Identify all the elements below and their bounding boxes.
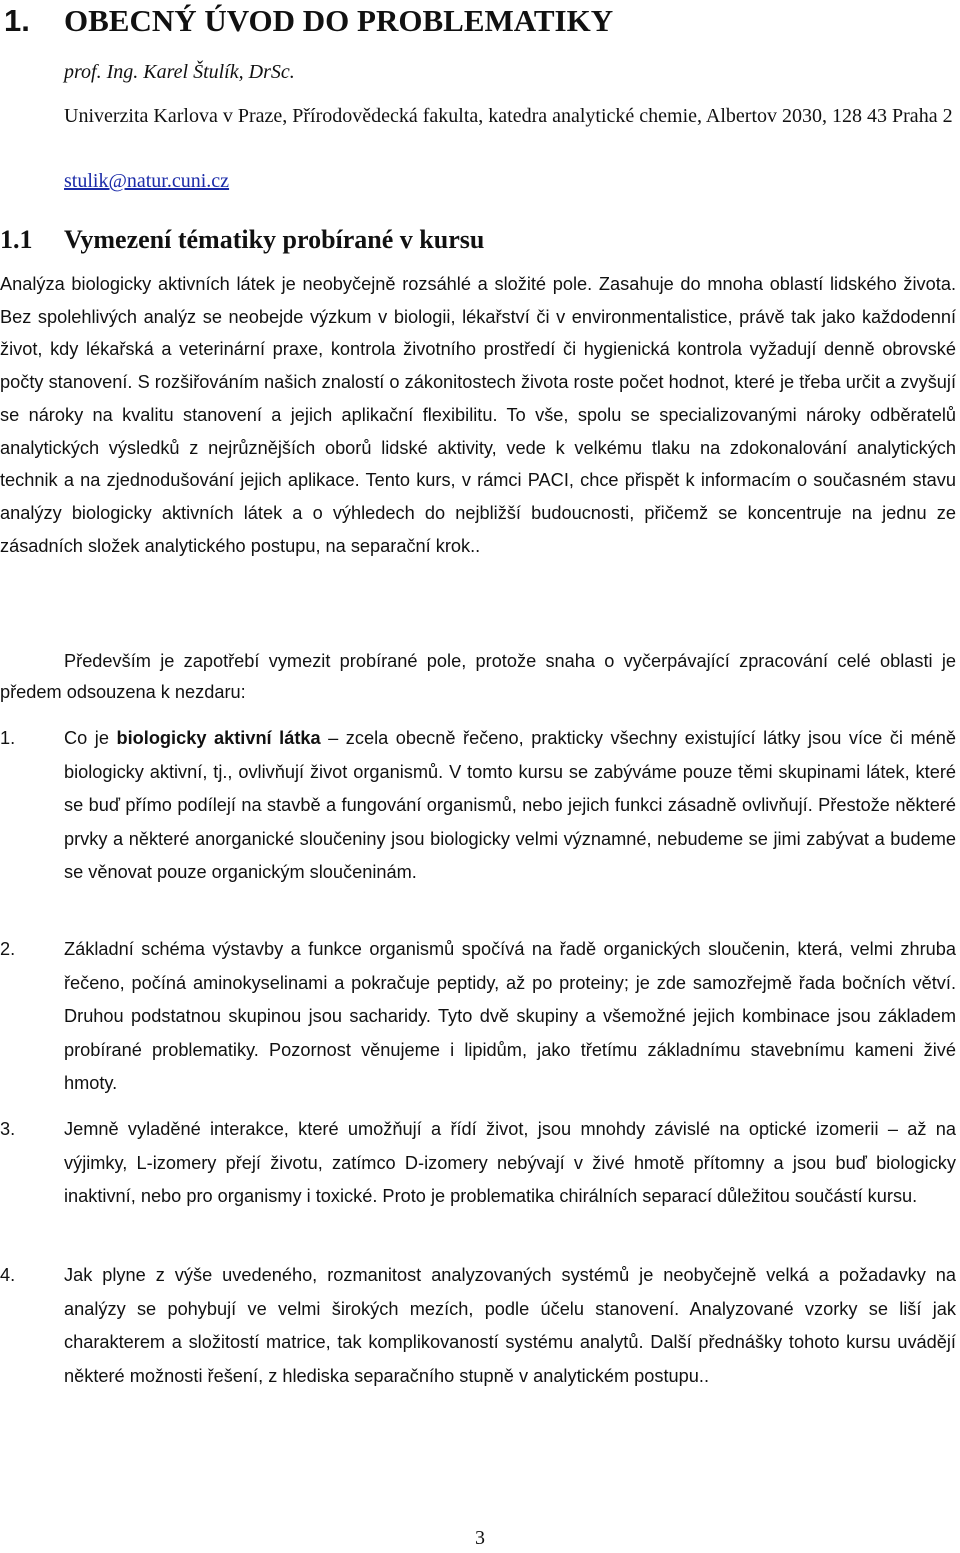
- list-item-text: Jak plyne z výše uvedeného, rozmanitost analyzovaných systémů je neobyčejně velká a požadavky na analýzy se pohybují ve velmi širokých mezích, podle účelu stanovení. Analyzované vzorky se liší jak charakterem a složitostí matrice, tak komplikovaností systému analytů. Další přednášky tohoto kursu uvádějí některé možnosti řešení, z hlediska separačního stupně v analytickém postupu..: [64, 1265, 956, 1386]
- author-email-link[interactable]: stulik@natur.cuni.cz: [64, 170, 230, 192]
- l-isomer-prefix: L: [136, 1152, 147, 1173]
- d-isomer-prefix: D: [404, 1152, 419, 1173]
- chapter-number: 1.: [4, 3, 30, 38]
- section-title: Vymezení tématiky probírané v kursu: [64, 225, 485, 254]
- term-biologically-active: biologicky aktivní látka: [116, 728, 321, 748]
- list-item-number: 3.: [0, 1119, 16, 1139]
- list-item-part: -izomery přejí životu, zatímco: [146, 1152, 405, 1173]
- chapter-title: OBECNÝ ÚVOD DO PROBLEMATIKY: [64, 3, 614, 38]
- list-item-text: Základní schéma výstavby a funkce organismů spočívá na řadě organických sloučenin, která, velmi zhruba řečeno, počíná aminokyselinami a pokračuje peptidy, až po proteiny; je zde samozřejmě řada bočních větví. Druhou podstatnou skupinou jsou sacharidy. Tyto dvě skupiny a všemožné jejich kombinace jsou základem probírané problematiky. Pozornost věnujeme i lipidům, jako třetímu základnímu stavebnímu kameni živé hmoty.: [64, 939, 956, 1093]
- list-item-number: 1.: [0, 728, 16, 748]
- section-number: 1.1: [0, 225, 33, 254]
- scope-paragraph: Především je zapotřebí vymezit probírané pole, protože snaha o vyčerpávající zpracování celé oblasti je předem odsouzena k nezdaru:: [0, 651, 956, 702]
- author-name: prof. Ing. Karel Štulík, DrSc.: [64, 61, 295, 83]
- list-item-text: [64, 1113, 956, 1214]
- list-item-part: -izomery nebývají v živé hmotě přítomny a jsou buď biologicky inaktivní, nebo pro organismy i toxické. Proto je problematika chirálních separací důležitou součástí kursu.: [64, 1152, 956, 1206]
- list-item-text: [64, 722, 956, 890]
- list-item-rest: – zcela obecně řečeno, prakticky všechny existující látky jsou více či méně biologicky aktivní, tj., ovlivňují život organismů. V tomto kursu se zabýváme pouze těmi skupinami látek, které se buď přímo podílejí na stavbě a fungování organismů, nebo jejich funkci zásadně ovlivňují. Přestože některé prvky a některé anorganické sloučeniny jsou biologicky velmi významné, nebudeme se jimi zabývat a budeme se věnovat pouze organickým sloučeninám.: [64, 728, 956, 882]
- page-number: 3: [475, 1527, 485, 1549]
- list-item-part: Jemně vyladěné interakce, které umožňují a řídí život, jsou mnohdy závislé na optické izomerii – až na výjimky,: [64, 1119, 956, 1173]
- list-item-number: 4.: [0, 1265, 16, 1285]
- list-item-number: 2.: [0, 939, 16, 959]
- author-affiliation: Univerzita Karlova v Praze, Přírodovědecká fakulta, katedra analytické chemie, Albertov 2030, 128 43 Praha 2: [64, 105, 953, 127]
- intro-paragraph: Analýza biologicky aktivních látek je neobyčejně rozsáhlé a složité pole. Zasahuje do mnoha oblastí lidského života. Bez spolehlivých analýz se neobejde výzkum v biologii, lékařství či v environmentalistice, právě tak jako každodenní život, kdy lékařská a veterinární praxe, kontrola životního prostředí či hygienická kontrola vyžadují denně obrovské počty stanovení. S rozšiřováním našich znalostí o zákonitostech života roste počet hodnot, které je třeba určit a zvyšují se nároky na kvalitu stanovení a jejich aplikační flexibilitu. To vše, spolu se specializovanými nároky odběratelů analytických výsledků z nejrůznějších oborů lidské aktivity, vede k velkému tlaku na zdokonalování analytických technik a na zjednodušování jejich aplikace. Tento kurs, v rámci PACI, chce přispět k informacím o současném stavu analýzy biologicky aktivních látek a o výhledech do nejbližší budoucnosti, přičemž se koncentruje na jednu ze zásadních složek analytického postupu, na separační krok..: [0, 274, 956, 556]
- list-item-lead: Co je: [64, 728, 117, 748]
